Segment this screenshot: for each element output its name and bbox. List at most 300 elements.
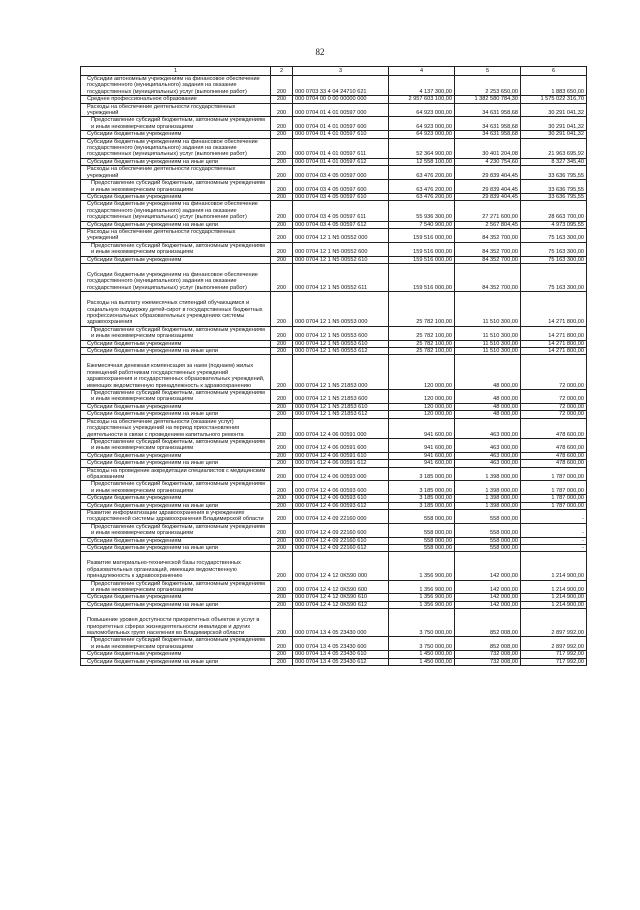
budget-table [80, 66, 587, 666]
row-executed-amount-cell: 27 271 600,00 [455, 201, 521, 221]
table-row [81, 509, 587, 523]
row-executed-amount-cell: 558 000,00 [455, 523, 521, 537]
row-name-cell: Предоставление субсидий бюджетным, автономным учреждениям и иным некоммерческим организациям [81, 390, 271, 404]
table-row [81, 403, 587, 410]
row-approved-amount-cell: 3 185 000,00 [389, 495, 455, 502]
row-budget-code-cell: 000 0704 12 1 N5 00552 600 [293, 242, 389, 256]
row-executed-amount-cell: 84 352 700,00 [455, 263, 521, 291]
row-approved-amount-cell: 1 450 000,00 [389, 658, 455, 665]
row-executed-amount-cell: 48 000,00 [455, 411, 521, 418]
row-executed-amount-cell: 1 398 000,00 [455, 467, 521, 481]
table-row [81, 117, 587, 131]
row-approved-amount-cell: 1 356 900,00 [389, 552, 455, 580]
row-budget-code-cell: 000 0704 13 4 05 23430 600 [293, 637, 389, 651]
row-admin-code-cell: 200 [271, 537, 293, 544]
row-name-cell: Субсидии бюджетным учреждениям [81, 452, 271, 459]
row-approved-amount-cell: 2 957 603 100,00 [389, 96, 455, 103]
table-row [81, 545, 587, 552]
row-executed-amount-cell: 1 398 000,00 [455, 502, 521, 509]
table-row [81, 418, 587, 438]
row-approved-amount-cell: 1 450 000,00 [389, 651, 455, 658]
row-name-cell: Предоставление субсидий бюджетным, автономным учреждениям и иным некоммерческим организациям [81, 242, 271, 256]
row-executed-amount-cell: 852 008,00 [455, 637, 521, 651]
row-approved-amount-cell: 63 476 200,00 [389, 166, 455, 180]
row-approved-amount-cell: 941 600,00 [389, 438, 455, 452]
row-name-cell: Субсидии бюджетным учреждениям [81, 651, 271, 658]
row-budget-code-cell: 000 0704 01 4 01 00597 600 [293, 117, 389, 131]
table-body [81, 76, 587, 666]
table-row [81, 594, 587, 601]
row-approved-amount-cell: 558 000,00 [389, 537, 455, 544]
row-approved-amount-cell: 558 000,00 [389, 545, 455, 552]
row-name-cell: Среднее профессиональное образование [81, 96, 271, 103]
row-name-cell: Субсидии бюджетным учреждениям на финансовое обеспечение государственного (муниципального) задания на оказание государственных (муниципальных) услуг (выполнение работ) [81, 263, 271, 291]
row-approved-amount-cell: 63 476 200,00 [389, 180, 455, 194]
row-approved-amount-cell: 120 000,00 [389, 403, 455, 410]
row-budget-code-cell: 000 0704 12 1 N5 00552 611 [293, 263, 389, 291]
row-remaining-amount-cell: 478 600,00 [521, 418, 587, 438]
row-approved-amount-cell: 1 356 900,00 [389, 601, 455, 608]
row-remaining-amount-cell: 33 636 795,55 [521, 193, 587, 200]
row-name-cell: Субсидии бюджетным учреждениям на финансовое обеспечение государственного (муниципального) задания на оказание государственных (муниципальных) услуг (выполнение работ) [81, 138, 271, 158]
row-name-cell: Предоставление субсидий бюджетным, автономным учреждениям и иным некоммерческим организациям [81, 180, 271, 194]
row-budget-code-cell: 000 0704 03 4 05 00597 000 [293, 166, 389, 180]
row-budget-code-cell: 000 0704 12 4 06 00593 000 [293, 467, 389, 481]
row-remaining-amount-cell: 72 000,00 [521, 355, 587, 390]
row-approved-amount-cell: 159 516 000,00 [389, 256, 455, 263]
row-budget-code-cell: 000 0704 12 1 N5 21853 600 [293, 390, 389, 404]
row-name-cell: Субсидии бюджетным учреждениям на иные цели [81, 348, 271, 355]
row-remaining-amount-cell: 14 271 800,00 [521, 340, 587, 347]
row-remaining-amount-cell: 30 291 041,32 [521, 117, 587, 131]
row-remaining-amount-cell: 1 883 650,00 [521, 76, 587, 96]
table-row [81, 460, 587, 467]
row-executed-amount-cell: 48 000,00 [455, 390, 521, 404]
table-row [81, 228, 587, 242]
row-approved-amount-cell: 7 540 900,00 [389, 221, 455, 228]
row-remaining-amount-cell: - [521, 523, 587, 537]
row-remaining-amount-cell: 72 000,00 [521, 390, 587, 404]
table-row [81, 221, 587, 228]
row-approved-amount-cell: 120 000,00 [389, 390, 455, 404]
row-approved-amount-cell: 55 936 300,00 [389, 201, 455, 221]
row-executed-amount-cell: 84 352 700,00 [455, 228, 521, 242]
row-approved-amount-cell: 558 000,00 [389, 509, 455, 523]
row-remaining-amount-cell: 1 787 000,00 [521, 495, 587, 502]
table-row [81, 131, 587, 138]
row-admin-code-cell: 200 [271, 502, 293, 509]
row-executed-amount-cell: 852 008,00 [455, 609, 521, 637]
row-name-cell: Повышение уровня доступности приоритетных объектов и услуг в приоритетных сферах жизнедеятельности инвалидов и других маломобильных групп населения во Владимирской области [81, 609, 271, 637]
row-budget-code-cell: 000 0704 12 4 06 00591 000 [293, 418, 389, 438]
column-header: 1 [81, 67, 271, 76]
row-budget-code-cell: 000 0704 03 4 05 00597 611 [293, 201, 389, 221]
column-header: 2 [271, 67, 293, 76]
row-name-cell: Субсидии бюджетным учреждениям [81, 340, 271, 347]
row-remaining-amount-cell: 478 600,00 [521, 460, 587, 467]
row-budget-code-cell: 000 0704 13 4 05 23430 610 [293, 651, 389, 658]
row-admin-code-cell: 200 [271, 438, 293, 452]
row-budget-code-cell: 000 0704 12 4 06 00593 612 [293, 502, 389, 509]
table-row [81, 552, 587, 580]
row-remaining-amount-cell: 14 271 800,00 [521, 292, 587, 327]
row-name-cell: Субсидии бюджетным учреждениям [81, 193, 271, 200]
row-executed-amount-cell: 463 000,00 [455, 418, 521, 438]
row-admin-code-cell: 200 [271, 495, 293, 502]
table-row [81, 292, 587, 327]
table-header-row [81, 67, 587, 76]
row-remaining-amount-cell: 72 000,00 [521, 411, 587, 418]
row-remaining-amount-cell: - [521, 537, 587, 544]
row-approved-amount-cell: 941 600,00 [389, 460, 455, 467]
row-name-cell: Субсидии бюджетным учреждениям на иные цели [81, 502, 271, 509]
row-admin-code-cell: 200 [271, 193, 293, 200]
row-admin-code-cell: 200 [271, 117, 293, 131]
row-remaining-amount-cell: 21 963 695,92 [521, 138, 587, 158]
table-row [81, 502, 587, 509]
row-remaining-amount-cell: 1 575 022 316,70 [521, 96, 587, 103]
row-remaining-amount-cell: 75 163 300,00 [521, 256, 587, 263]
row-budget-code-cell: 000 0704 12 4 09 22160 000 [293, 509, 389, 523]
row-admin-code-cell: 200 [271, 76, 293, 96]
row-approved-amount-cell: 3 750 000,00 [389, 637, 455, 651]
row-approved-amount-cell: 25 782 100,00 [389, 348, 455, 355]
row-approved-amount-cell: 3 750 000,00 [389, 609, 455, 637]
row-budget-code-cell: 000 0704 12 1 N5 00553 612 [293, 348, 389, 355]
row-admin-code-cell: 200 [271, 545, 293, 552]
row-approved-amount-cell: 3 185 000,00 [389, 467, 455, 481]
row-remaining-amount-cell: 1 214 900,00 [521, 552, 587, 580]
row-name-cell: Расходы на обеспечение деятельности государственных учреждений [81, 166, 271, 180]
row-admin-code-cell: 200 [271, 411, 293, 418]
row-budget-code-cell: 000 0704 01 4 01 00597 611 [293, 138, 389, 158]
row-admin-code-cell: 200 [271, 340, 293, 347]
row-approved-amount-cell: 64 923 000,00 [389, 117, 455, 131]
row-admin-code-cell: 200 [271, 103, 293, 117]
row-name-cell: Субсидии автономным учреждениям на финансовое обеспечение государственного (муниципального) задания на оказание государственных (муниципальных) услуг (выполнение работ) [81, 76, 271, 96]
row-remaining-amount-cell: 1 214 900,00 [521, 594, 587, 601]
table-row [81, 348, 587, 355]
row-budget-code-cell: 000 0704 03 4 05 00597 610 [293, 193, 389, 200]
row-remaining-amount-cell: 478 600,00 [521, 452, 587, 459]
row-budget-code-cell: 000 0704 13 4 05 23430 000 [293, 609, 389, 637]
row-name-cell: Расходы на выплату ежемесячных стипендий обучающимся и социальную поддержку детей-сирот в государственных бюджетных профессиональных образовательных учреждениях системы здравоохранения [81, 292, 271, 327]
row-name-cell: Предоставление субсидий бюджетным, автономным учреждениям и иным некоммерческим организациям [81, 523, 271, 537]
row-budget-code-cell: 000 0704 12 4 06 00591 610 [293, 452, 389, 459]
row-name-cell: Расходы на обеспечение деятельности государственных учреждений [81, 228, 271, 242]
row-budget-code-cell: 000 0704 00 0 00 00000 000 [293, 96, 389, 103]
table-row [81, 256, 587, 263]
row-approved-amount-cell: 4 137 300,00 [389, 76, 455, 96]
row-budget-code-cell: 000 0704 12 4 09 22160 610 [293, 537, 389, 544]
row-executed-amount-cell: 558 000,00 [455, 545, 521, 552]
row-admin-code-cell: 200 [271, 637, 293, 651]
row-executed-amount-cell: 30 401 204,08 [455, 138, 521, 158]
row-budget-code-cell: 000 0704 03 4 05 00597 600 [293, 180, 389, 194]
table-row [81, 355, 587, 390]
row-admin-code-cell: 200 [271, 601, 293, 608]
table-row [81, 193, 587, 200]
row-remaining-amount-cell: - [521, 545, 587, 552]
row-name-cell: Расходы на проведение аккредитации специалистов с медицинским образованием [81, 467, 271, 481]
row-name-cell: Предоставление субсидий бюджетным, автономным учреждениям и иным некоммерческим организациям [81, 637, 271, 651]
row-approved-amount-cell: 120 000,00 [389, 411, 455, 418]
row-admin-code-cell: 200 [271, 292, 293, 327]
row-remaining-amount-cell: 1 214 900,00 [521, 601, 587, 608]
row-budget-code-cell: 000 0704 12 4 12 0K590 612 [293, 601, 389, 608]
row-executed-amount-cell: 48 000,00 [455, 403, 521, 410]
row-name-cell: Субсидии бюджетным учреждениям [81, 131, 271, 138]
row-name-cell: Субсидии бюджетным учреждениям на иные цели [81, 658, 271, 665]
row-remaining-amount-cell: - [521, 509, 587, 523]
row-admin-code-cell: 200 [271, 348, 293, 355]
table-row [81, 609, 587, 637]
row-remaining-amount-cell: 72 000,00 [521, 403, 587, 410]
row-remaining-amount-cell: 1 787 000,00 [521, 502, 587, 509]
row-admin-code-cell: 200 [271, 460, 293, 467]
row-remaining-amount-cell: 30 291 041,32 [521, 131, 587, 138]
row-executed-amount-cell: 142 000,00 [455, 601, 521, 608]
row-approved-amount-cell: 52 364 900,00 [389, 138, 455, 158]
row-budget-code-cell: 000 0704 12 4 09 22160 612 [293, 545, 389, 552]
row-name-cell: Предоставление субсидий бюджетным, автономным учреждениям и иным некоммерческим организациям [81, 326, 271, 340]
row-name-cell: Развитие информатизации здравоохранения в учреждениях государственной системы здравоохранения Владимирской области [81, 509, 271, 523]
row-executed-amount-cell: 1 398 000,00 [455, 481, 521, 495]
row-executed-amount-cell: 558 000,00 [455, 509, 521, 523]
row-name-cell: Субсидии бюджетным учреждениям [81, 256, 271, 263]
column-header: 5 [455, 67, 521, 76]
row-budget-code-cell: 000 0704 12 4 09 22160 600 [293, 523, 389, 537]
row-remaining-amount-cell: 33 636 795,55 [521, 180, 587, 194]
row-budget-code-cell: 000 0704 12 4 12 0K590 000 [293, 552, 389, 580]
row-approved-amount-cell: 3 185 000,00 [389, 502, 455, 509]
table-row [81, 263, 587, 291]
row-budget-code-cell: 000 0704 12 4 12 0K590 600 [293, 580, 389, 594]
row-budget-code-cell: 000 0704 12 1 N5 00553 600 [293, 326, 389, 340]
table-row [81, 103, 587, 117]
row-approved-amount-cell: 1 356 900,00 [389, 594, 455, 601]
table-row [81, 438, 587, 452]
row-budget-code-cell: 000 0704 12 4 12 0K590 610 [293, 594, 389, 601]
row-budget-code-cell: 000 0704 01 4 01 00597 610 [293, 131, 389, 138]
table-row [81, 180, 587, 194]
row-admin-code-cell: 200 [271, 256, 293, 263]
row-admin-code-cell: 200 [271, 263, 293, 291]
row-approved-amount-cell: 941 600,00 [389, 452, 455, 459]
row-admin-code-cell: 200 [271, 96, 293, 103]
row-approved-amount-cell: 1 356 900,00 [389, 580, 455, 594]
row-budget-code-cell: 000 0704 12 1 N5 21853 612 [293, 411, 389, 418]
table-row [81, 326, 587, 340]
row-name-cell: Субсидии бюджетным учреждениям [81, 495, 271, 502]
table-row [81, 201, 587, 221]
row-remaining-amount-cell: 33 636 795,55 [521, 166, 587, 180]
table-row [81, 601, 587, 608]
row-executed-amount-cell: 84 352 700,00 [455, 242, 521, 256]
row-name-cell: Расходы на обеспечение деятельности государственных учреждений [81, 103, 271, 117]
row-approved-amount-cell: 558 000,00 [389, 523, 455, 537]
row-admin-code-cell: 200 [271, 467, 293, 481]
row-admin-code-cell: 200 [271, 580, 293, 594]
row-approved-amount-cell: 3 185 000,00 [389, 481, 455, 495]
row-name-cell: Субсидии бюджетным учреждениям [81, 537, 271, 544]
row-name-cell: Ежемесячная денежная компенсация за наем (поднаем) жилых помещений работникам государственных учреждений здравоохранения и государственных образовательных учреждений, имеющих ведомственную принадлежность к здравоохранению [81, 355, 271, 390]
row-name-cell: Субсидии бюджетным учреждениям на иные цели [81, 545, 271, 552]
row-name-cell: Развитие материально-технической базы государственных образовательных организаций, имеющих ведомственную принадлежность к здравоохранению [81, 552, 271, 580]
row-approved-amount-cell: 941 600,00 [389, 418, 455, 438]
row-budget-code-cell: 000 0704 12 4 06 00593 600 [293, 481, 389, 495]
row-approved-amount-cell: 63 476 200,00 [389, 193, 455, 200]
table-row [81, 411, 587, 418]
row-remaining-amount-cell: 717 992,00 [521, 651, 587, 658]
row-executed-amount-cell: 1 398 000,00 [455, 495, 521, 502]
row-name-cell: Предоставление субсидий бюджетным, автономным учреждениям и иным некоммерческим организациям [81, 481, 271, 495]
row-admin-code-cell: 200 [271, 326, 293, 340]
row-executed-amount-cell: 29 839 404,45 [455, 193, 521, 200]
row-admin-code-cell: 200 [271, 552, 293, 580]
row-approved-amount-cell: 120 000,00 [389, 355, 455, 390]
row-executed-amount-cell: 142 000,00 [455, 552, 521, 580]
row-remaining-amount-cell: 75 163 300,00 [521, 242, 587, 256]
column-header: 4 [389, 67, 455, 76]
row-approved-amount-cell: 64 923 000,00 [389, 131, 455, 138]
row-executed-amount-cell: 463 000,00 [455, 438, 521, 452]
table-row [81, 138, 587, 158]
row-budget-code-cell: 000 0704 03 4 05 00597 612 [293, 221, 389, 228]
row-name-cell: Субсидии бюджетным учреждениям на иные цели [81, 411, 271, 418]
row-executed-amount-cell: 34 631 958,68 [455, 131, 521, 138]
row-admin-code-cell: 200 [271, 221, 293, 228]
row-remaining-amount-cell: 14 271 800,00 [521, 326, 587, 340]
row-name-cell: Предоставление субсидий бюджетным, автономным учреждениям и иным некоммерческим организациям [81, 117, 271, 131]
row-executed-amount-cell: 48 000,00 [455, 355, 521, 390]
row-budget-code-cell: 000 0704 12 4 06 00591 600 [293, 438, 389, 452]
row-executed-amount-cell: 2 253 650,00 [455, 76, 521, 96]
row-remaining-amount-cell: 1 787 000,00 [521, 467, 587, 481]
row-name-cell: Предоставление субсидий бюджетным, автономным учреждениям и иным некоммерческим организациям [81, 438, 271, 452]
row-remaining-amount-cell: 1 787 000,00 [521, 481, 587, 495]
table-row [81, 537, 587, 544]
table-row [81, 637, 587, 651]
row-admin-code-cell: 200 [271, 523, 293, 537]
row-executed-amount-cell: 1 382 580 784,30 [455, 96, 521, 103]
row-executed-amount-cell: 558 000,00 [455, 537, 521, 544]
row-executed-amount-cell: 732 008,00 [455, 651, 521, 658]
row-name-cell: Субсидии бюджетным учреждениям [81, 403, 271, 410]
row-approved-amount-cell: 64 923 000,00 [389, 103, 455, 117]
row-executed-amount-cell: 84 352 700,00 [455, 256, 521, 263]
row-budget-code-cell: 000 0703 33 4 04 24710 621 [293, 76, 389, 96]
row-executed-amount-cell: 29 839 404,45 [455, 166, 521, 180]
row-remaining-amount-cell: 717 992,00 [521, 658, 587, 665]
table-row [81, 158, 587, 165]
table-row [81, 580, 587, 594]
row-admin-code-cell: 200 [271, 242, 293, 256]
row-admin-code-cell: 200 [271, 355, 293, 390]
table-row [81, 467, 587, 481]
row-executed-amount-cell: 4 230 754,60 [455, 158, 521, 165]
row-remaining-amount-cell: 8 327 345,40 [521, 158, 587, 165]
column-header: 6 [521, 67, 587, 76]
row-budget-code-cell: 000 0704 01 4 01 00597 000 [293, 103, 389, 117]
row-budget-code-cell: 000 0704 12 1 N5 00552 610 [293, 256, 389, 263]
row-executed-amount-cell: 142 000,00 [455, 594, 521, 601]
row-name-cell: Субсидии бюджетным учреждениям на финансовое обеспечение государственного (муниципального) задания на оказание государственных (муниципальных) услуг (выполнение работ) [81, 201, 271, 221]
row-remaining-amount-cell: 2 897 992,00 [521, 637, 587, 651]
row-remaining-amount-cell: 4 973 095,55 [521, 221, 587, 228]
table-row [81, 651, 587, 658]
row-approved-amount-cell: 12 558 100,00 [389, 158, 455, 165]
row-remaining-amount-cell: 478 600,00 [521, 438, 587, 452]
table-row [81, 242, 587, 256]
row-remaining-amount-cell: 28 663 700,00 [521, 201, 587, 221]
row-name-cell: Субсидии бюджетным учреждениям на иные цели [81, 601, 271, 608]
row-executed-amount-cell: 34 631 958,68 [455, 103, 521, 117]
row-budget-code-cell: 000 0704 13 4 05 23430 612 [293, 658, 389, 665]
row-executed-amount-cell: 11 510 300,00 [455, 348, 521, 355]
row-executed-amount-cell: 34 631 958,68 [455, 117, 521, 131]
table-row [81, 96, 587, 103]
row-admin-code-cell: 200 [271, 594, 293, 601]
row-approved-amount-cell: 25 782 100,00 [389, 292, 455, 327]
row-remaining-amount-cell: 14 271 800,00 [521, 348, 587, 355]
row-executed-amount-cell: 11 510 300,00 [455, 340, 521, 347]
row-admin-code-cell: 200 [271, 390, 293, 404]
table-row [81, 523, 587, 537]
row-executed-amount-cell: 29 839 404,45 [455, 180, 521, 194]
row-budget-code-cell: 000 0704 12 1 N5 21853 000 [293, 355, 389, 390]
row-admin-code-cell: 200 [271, 418, 293, 438]
table-row [81, 166, 587, 180]
row-remaining-amount-cell: 75 163 300,00 [521, 228, 587, 242]
row-budget-code-cell: 000 0704 01 4 01 00597 612 [293, 158, 389, 165]
row-admin-code-cell: 200 [271, 158, 293, 165]
row-name-cell: Субсидии бюджетным учреждениям на иные цели [81, 221, 271, 228]
page-number: 82 [315, 47, 325, 57]
row-budget-code-cell: 000 0704 12 1 N5 21853 610 [293, 403, 389, 410]
row-name-cell: Субсидии бюджетным учреждениям [81, 594, 271, 601]
table-row [81, 76, 587, 96]
row-executed-amount-cell: 142 000,00 [455, 580, 521, 594]
row-admin-code-cell: 200 [271, 403, 293, 410]
row-budget-code-cell: 000 0704 12 1 N5 00552 000 [293, 228, 389, 242]
row-executed-amount-cell: 463 000,00 [455, 452, 521, 459]
row-remaining-amount-cell: 75 163 300,00 [521, 263, 587, 291]
row-approved-amount-cell: 159 516 000,00 [389, 228, 455, 242]
row-approved-amount-cell: 159 516 000,00 [389, 263, 455, 291]
row-admin-code-cell: 200 [271, 658, 293, 665]
row-budget-code-cell: 000 0704 12 1 N5 00553 000 [293, 292, 389, 327]
row-name-cell: Предоставление субсидий бюджетным, автономным учреждениям и иным некоммерческим организациям [81, 580, 271, 594]
row-admin-code-cell: 200 [271, 138, 293, 158]
row-executed-amount-cell: 11 510 300,00 [455, 326, 521, 340]
column-header: 3 [293, 67, 389, 76]
row-name-cell: Субсидии бюджетным учреждениям на иные цели [81, 460, 271, 467]
row-admin-code-cell: 200 [271, 651, 293, 658]
row-budget-code-cell: 000 0704 12 1 N5 00553 610 [293, 340, 389, 347]
row-admin-code-cell: 200 [271, 609, 293, 637]
row-admin-code-cell: 200 [271, 452, 293, 459]
row-name-cell: Субсидии бюджетным учреждениям на иные цели [81, 158, 271, 165]
row-remaining-amount-cell: 30 291 041,32 [521, 103, 587, 117]
table-row [81, 452, 587, 459]
row-admin-code-cell: 200 [271, 509, 293, 523]
row-approved-amount-cell: 159 516 000,00 [389, 242, 455, 256]
row-executed-amount-cell: 11 510 300,00 [455, 292, 521, 327]
row-admin-code-cell: 200 [271, 228, 293, 242]
table-row [81, 481, 587, 495]
row-approved-amount-cell: 25 782 100,00 [389, 326, 455, 340]
